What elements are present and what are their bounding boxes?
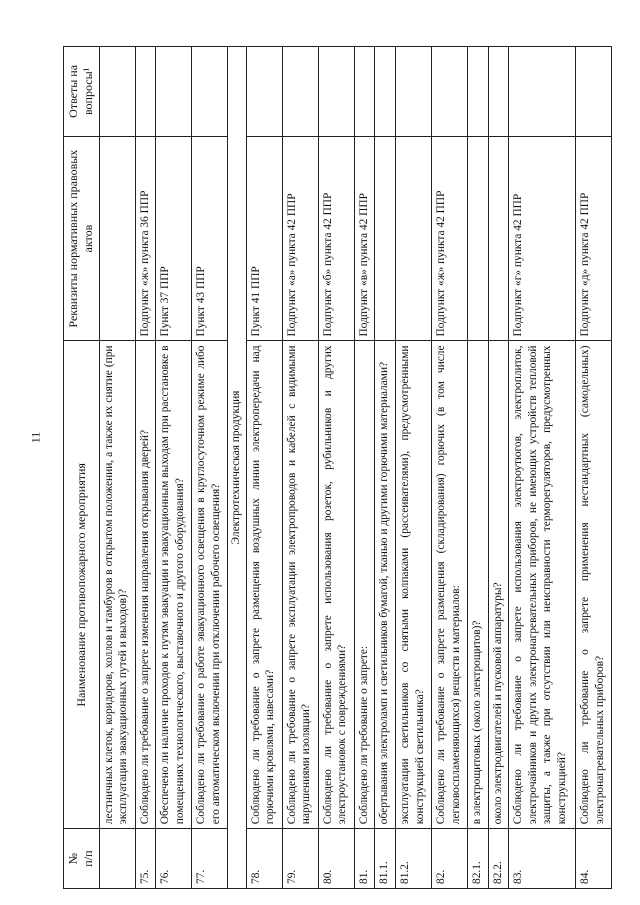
row-number: 81. [354,829,375,889]
row-answer-cell[interactable] [156,47,192,137]
row-number: 82. [432,829,468,889]
row-requisites [99,136,135,341]
row-number: 82.2. [488,829,509,889]
row-measure-name: в электрощитовых (около электрощитов)? [467,341,488,829]
row-answer-cell[interactable] [99,47,135,137]
row-number: 80. [318,829,354,889]
row-answer-cell[interactable] [467,47,488,137]
section-title: Электротехническая продукция [228,47,247,889]
row-requisites: Пункт 43 ППР [192,136,228,341]
row-number: 81.1. [375,829,396,889]
row-requisites: Подпункт «д» пункта 42 ППР [575,136,611,341]
table-row [488,47,509,889]
row-measure-name: Соблюдено ли требование о запрете применения нестандартных (самодельных) электронагревательных приборов? [575,341,611,829]
row-answer-cell[interactable] [192,47,228,137]
row-answer-cell[interactable] [354,47,375,137]
table-row [318,47,354,889]
row-number: 76. [156,829,192,889]
table-row [509,47,576,889]
row-measure-name: Соблюдено ли требование о работе эвакуационного освещения в круглосуточном режиме либо его автоматическом включении при отключении рабочего освещения? [192,341,228,829]
column-header-name: Наименование противопожарного мероприятия [64,341,100,829]
row-answer-cell[interactable] [432,47,468,137]
checklist-table [63,46,612,889]
row-requisites: Подпункт «в» пункта 42 ППР [354,136,375,341]
row-requisites [467,136,488,341]
row-number: 84. [575,829,611,889]
table-row [135,47,156,889]
table-row [396,47,432,889]
row-number [99,829,135,889]
row-number: 82.1. [467,829,488,889]
table-row [282,47,318,889]
checklist-table-rotated [63,46,612,889]
row-measure-name: Соблюдено ли требование о запрете изменения направления открывания дверей? [135,341,156,829]
table-row [156,47,192,889]
row-answer-cell[interactable] [246,47,282,137]
row-measure-name: около электродвигателей и пусковой аппаратуры? [488,341,509,829]
row-number: 81.2. [396,829,432,889]
row-answer-cell[interactable] [282,47,318,137]
row-number: 77. [192,829,228,889]
row-measure-name: Обеспечено ли наличие проходов к путям эвакуации и эвакуационным выходам при расстановке в помещениях технологического, выставочного и другого оборудования? [156,341,192,829]
row-number: 78. [246,829,282,889]
row-requisites [396,136,432,341]
table-row [575,47,611,889]
row-requisites: Подпункт «ж» пункта 42 ППР [432,136,468,341]
row-requisites [488,136,509,341]
row-requisites: Подпункт «б» пункта 42 ППР [318,136,354,341]
row-answer-cell[interactable] [135,47,156,137]
row-requisites [375,136,396,341]
row-measure-name: Соблюдено ли требование о запрете: [354,341,375,829]
row-answer-cell[interactable] [509,47,576,137]
row-measure-name: эксплуатации светильников со снятыми колпаками (рассеивателями), предусмотренными конструкцией светильника? [396,341,432,829]
row-requisites: Подпункт «а» пункта 42 ППР [282,136,318,341]
row-measure-name: Соблюдено ли требование о запрете использования розеток, рубильников и других электроустановок с повреждениями? [318,341,354,829]
column-header-requisites: Реквизиты нормативных правовых актов [64,136,100,341]
row-number: 83. [509,829,576,889]
table-row [375,47,396,889]
row-answer-cell[interactable] [318,47,354,137]
table-header-row [64,47,100,889]
row-number: 79. [282,829,318,889]
row-answer-cell[interactable] [575,47,611,137]
row-requisites: Пункт 37 ППР [156,136,192,341]
table-row [432,47,468,889]
table-row [99,47,135,889]
table-body [99,47,611,889]
row-answer-cell[interactable] [396,47,432,137]
row-measure-name: Соблюдено ли требование о запрете размещения (складирования) горючих (в том числе легковоспламеняющихся) веществ и материалов: [432,341,468,829]
section-row [228,47,247,889]
column-header-number: № п/п [64,829,100,889]
row-measure-name: обертывания электроламп и светильников бумагой, тканью и другими горючими материалами? [375,341,396,829]
row-answer-cell[interactable] [375,47,396,137]
table-row [192,47,228,889]
table-row [467,47,488,889]
row-measure-name: Соблюдено ли требование о запрете эксплуатации электропроводов и кабелей с видимыми нарушениями изоляции? [282,341,318,829]
row-requisites: Подпункт «г» пункта 42 ППР [509,136,576,341]
page-number: 11 [28,431,43,444]
column-header-answers: Ответы на вопросы¹ [64,47,100,137]
row-requisites: Пункт 41 ППР [246,136,282,341]
table-row [354,47,375,889]
row-answer-cell[interactable] [488,47,509,137]
row-number: 75. [135,829,156,889]
row-measure-name: Соблюдено ли требование о запрете размещения воздушных линии электропередачи над горючими кровлями, навесами? [246,341,282,829]
row-measure-name: лестничных клеток, коридоров, холлов и тамбуров в открытом положении, а также их снятие (при эксплуатации эвакуационных путей и выходов)? [99,341,135,829]
row-requisites: Подпункт «ж» пункта 36 ППР [135,136,156,341]
row-measure-name: Соблюдено ли требование о запрете использования электроутюгов, электроплиток, электрочайников и других электронагревательных приборов, не имеющих устройств тепловой защиты, а также при отсутствии или неисправности терморегуляторов, предусмотренных конструкцией? [509,341,576,829]
table-row [246,47,282,889]
